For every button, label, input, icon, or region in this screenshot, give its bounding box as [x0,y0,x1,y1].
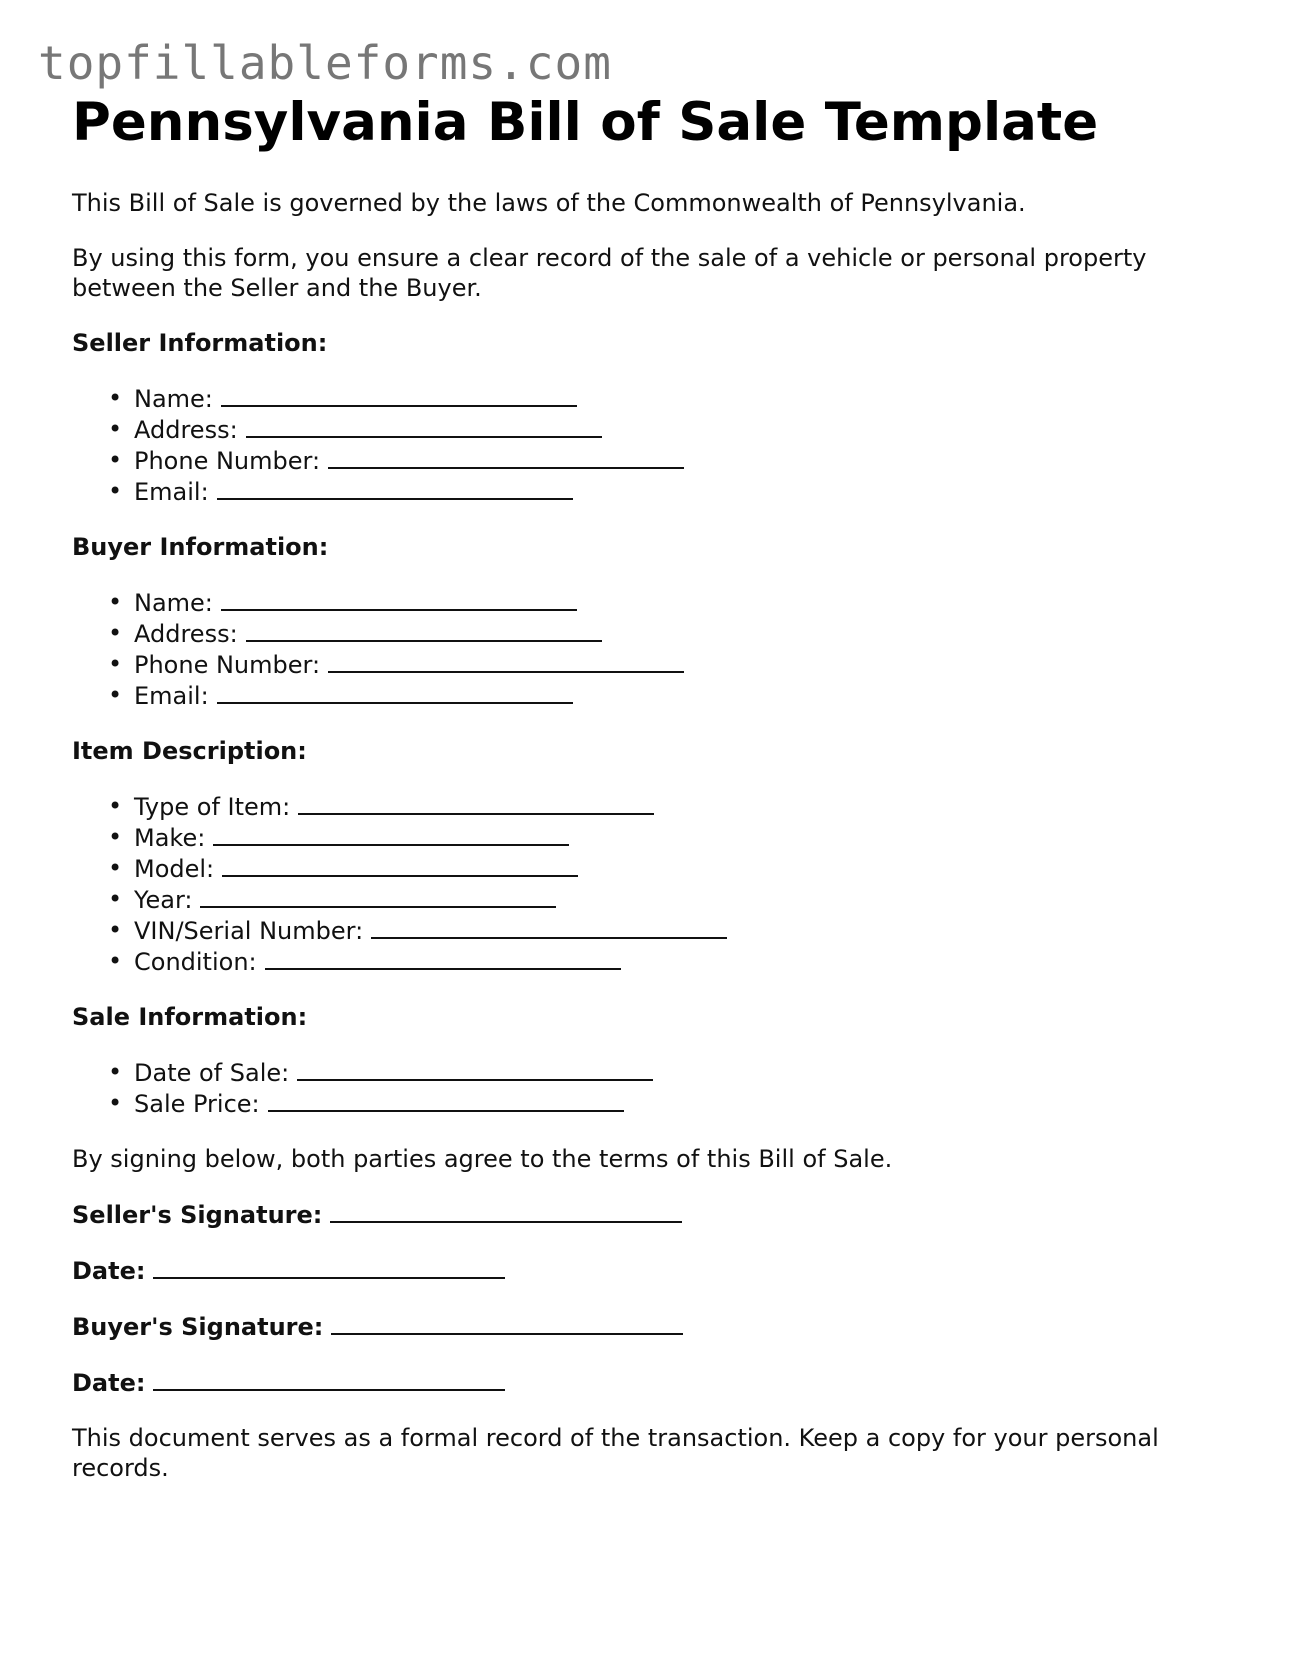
item-condition-blank[interactable] [265,946,621,970]
field-label: Condition: [134,948,257,976]
list-item [108,414,1232,445]
list-item [108,618,1232,649]
list-item [108,884,1232,915]
buyer-name-blank[interactable] [221,587,577,611]
buyer-phone-blank[interactable] [328,649,684,673]
sale-field-list [72,1057,1232,1119]
bullet-icon: • [108,1089,123,1117]
field-label: Phone Number: [134,651,321,679]
buyer-email-blank[interactable] [217,680,573,704]
bullet-icon: • [108,885,123,913]
buyer-date-line [72,1367,1232,1398]
seller-info-heading: Seller Information: [72,329,328,357]
buyer-signature-blank[interactable] [331,1311,683,1335]
seller-date-line [72,1255,1232,1286]
list-item [108,476,1232,507]
closing-paragraph: This document serves as a formal record of the transaction. Keep a copy for your personal records. [72,1424,1159,1482]
seller-address-blank[interactable] [246,414,602,438]
seller-phone-blank[interactable] [328,445,684,469]
buyer-date-label: Date: [72,1369,146,1397]
bullet-icon: • [108,384,123,412]
buyer-date-blank[interactable] [153,1367,505,1391]
sale-date-blank[interactable] [297,1057,653,1081]
bullet-icon: • [108,823,123,851]
page-title: Pennsylvania Bill of Sale Template [72,92,1099,153]
item-field-list [72,791,1232,977]
field-label: Sale Price: [134,1090,260,1118]
bullet-icon: • [108,681,123,709]
list-item [108,822,1232,853]
seller-signature-label: Seller's Signature: [72,1201,323,1229]
item-model-blank[interactable] [222,853,578,877]
watermark-logo: topfillableforms.com [38,36,612,90]
seller-date-blank[interactable] [153,1255,505,1279]
field-label: Name: [134,589,213,617]
bullet-icon: • [108,477,123,505]
buyer-field-list [72,587,1232,711]
bullet-icon: • [108,1058,123,1086]
seller-signature-line [72,1199,1232,1230]
bullet-icon: • [108,792,123,820]
seller-signature-blank[interactable] [330,1199,682,1223]
list-item [108,791,1232,822]
intro-paragraph: This Bill of Sale is governed by the laws of the Commonwealth of Pennsylvania. [72,189,1026,217]
list-item [108,915,1232,946]
list-item [108,587,1232,618]
buyer-signature-line [72,1311,1232,1342]
buyer-signature-label: Buyer's Signature: [72,1313,324,1341]
purpose-paragraph: By using this form, you ensure a clear record of the sale of a vehicle or personal property between the Seller and the Buyer. [72,244,1147,302]
list-item [108,853,1232,884]
seller-name-blank[interactable] [221,383,577,407]
list-item [108,1057,1232,1088]
list-item [108,445,1232,476]
field-label: VIN/Serial Number: [134,917,364,945]
field-label: Email: [134,478,209,506]
field-label: Date of Sale: [134,1059,290,1087]
list-item [108,680,1232,711]
buyer-address-blank[interactable] [246,618,602,642]
bullet-icon: • [108,588,123,616]
field-label: Model: [134,855,215,883]
field-label: Type of Item: [134,793,291,821]
field-label: Address: [134,620,238,648]
bullet-icon: • [108,446,123,474]
field-label: Name: [134,385,213,413]
bullet-icon: • [108,619,123,647]
sale-price-blank[interactable] [268,1088,624,1112]
bullet-icon: • [108,947,123,975]
item-year-blank[interactable] [200,884,556,908]
buyer-info-heading: Buyer Information: [72,533,329,561]
bullet-icon: • [108,854,123,882]
field-label: Address: [134,416,238,444]
bullet-icon: • [108,415,123,443]
list-item [108,649,1232,680]
item-description-heading: Item Description: [72,737,307,765]
field-label: Email: [134,682,209,710]
list-item [108,1088,1232,1119]
field-label: Make: [134,824,206,852]
item-type-blank[interactable] [298,791,654,815]
item-make-blank[interactable] [213,822,569,846]
list-item [108,383,1232,414]
field-label: Phone Number: [134,447,321,475]
seller-email-blank[interactable] [217,476,573,500]
seller-date-label: Date: [72,1257,146,1285]
document-page [72,88,1232,1483]
sale-info-heading: Sale Information: [72,1003,308,1031]
seller-field-list [72,383,1232,507]
bullet-icon: • [108,650,123,678]
item-vin-blank[interactable] [371,915,727,939]
field-label: Year: [134,886,193,914]
agreement-paragraph: By signing below, both parties agree to the terms of this Bill of Sale. [72,1145,893,1173]
bullet-icon: • [108,916,123,944]
list-item [108,946,1232,977]
